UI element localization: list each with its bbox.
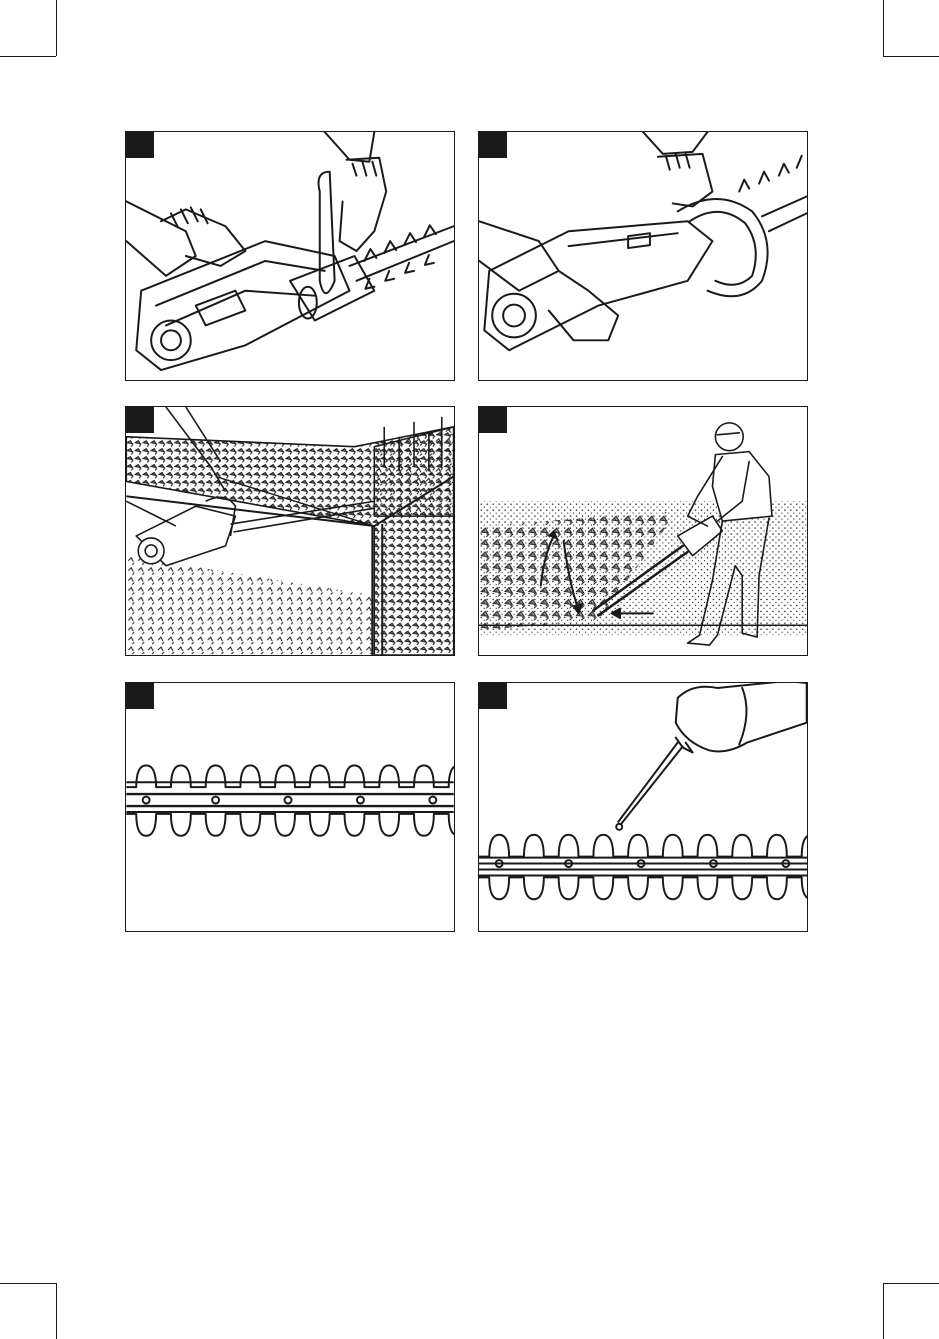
figure-number-badge [479,407,507,433]
figure-panel-6 [478,682,808,932]
two-hand-grip-top-view-illustration [126,132,454,380]
figure-number-badge [126,683,154,709]
figure-panel-3 [125,406,455,656]
figure-number-badge [126,132,154,158]
figure-panel-1 [125,131,455,381]
trim-hedge-side-sweeping-arc-illustration [479,407,807,655]
figure-panel-4 [478,406,808,656]
figure-panel-2 [478,131,808,381]
oil-blade-teeth-illustration [479,683,807,931]
blade-teeth-illustration [126,683,454,931]
figure-number-badge [126,407,154,433]
trim-hedge-top-along-guide-string-illustration [126,407,454,655]
figure-number-badge [479,683,507,709]
two-hand-grip-side-view-illustration [479,132,807,380]
figure-panel-5 [125,682,455,932]
figure-number-badge [479,132,507,158]
